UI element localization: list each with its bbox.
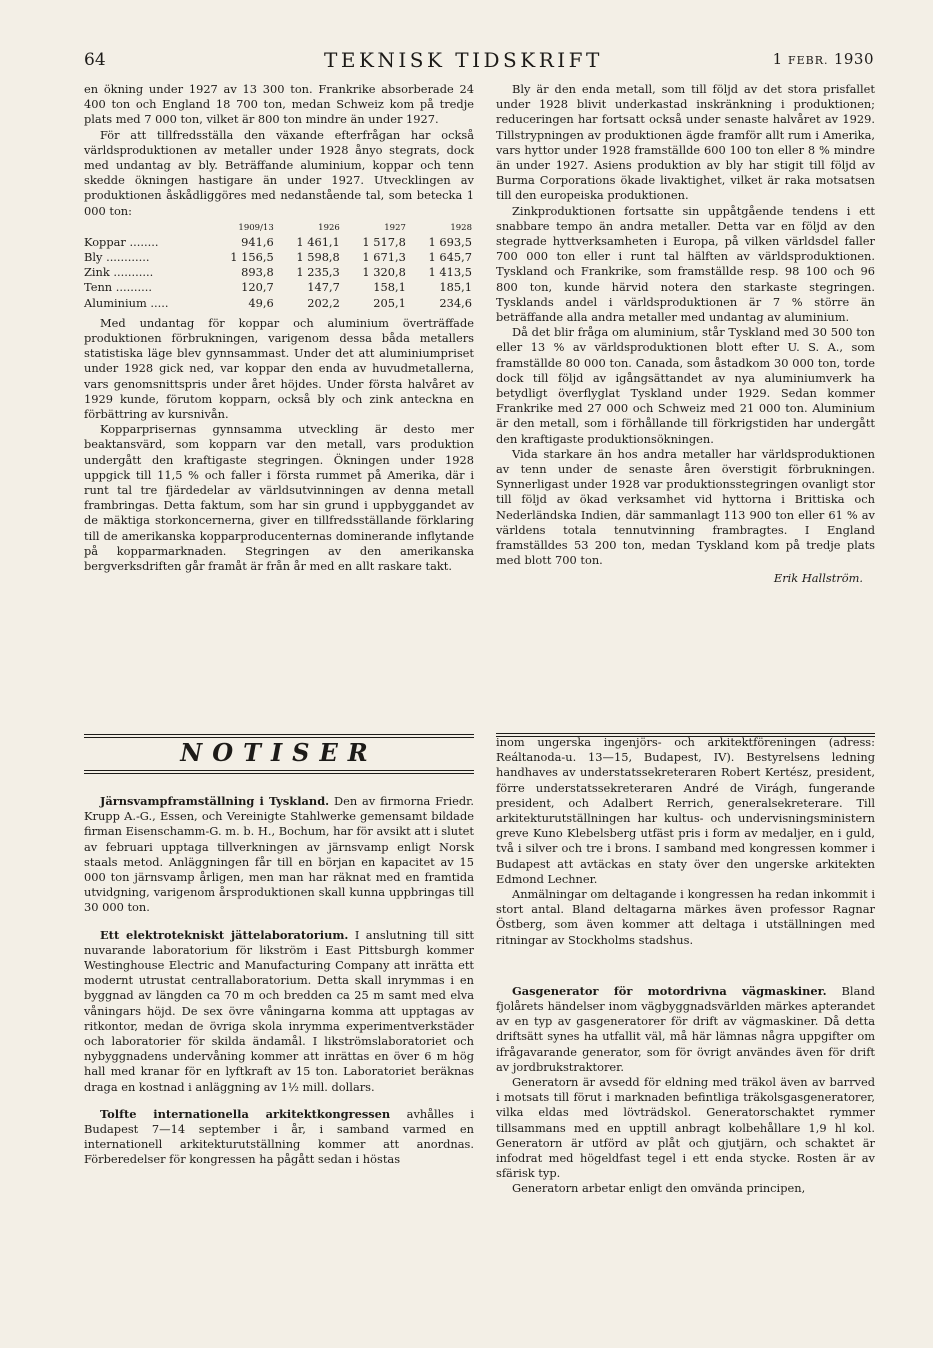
date-month: FEBR. [788, 54, 829, 67]
table-cell: 1 413,5 [428, 265, 472, 280]
paragraph: Med undantag för koppar och aluminium överträffade produktionen förbrukningen, varigenom dessa båda metallers statistiska läge blev gynnsammast. Under det att aluminiumpriset under 1928 gick ned, var koppar den enda av huvudmetallerna, vars genomsnittspris under året höjdes. Under första halvåret av 1929 kunde, förutom kopparn, också bly och zink anteckna en förbättring av kursnivån. [84, 315, 474, 422]
issue-date [773, 50, 874, 68]
section-title: NOTISER [180, 738, 378, 767]
table-row [84, 280, 474, 295]
paragraph: Bly är den enda metall, som till följd av det stora prisfallet under 1928 blivit underkastad inskränkning i produktionen; reduceringen har fortsatt också under senaste halvåret av 1929. Tillstrypningen av produktionen ägde framför allt rum i Amerika, vars hyttor under 1928 framställde 600 100 ton eller 8 % mindre än under 1927. Asiens produktion av bly har stigit till följd av Burma Corporations ökade livaktighet, vilket är raka motsatsen till den europeiska produktionen. [496, 82, 875, 203]
divider [84, 770, 474, 771]
table-cell: 1 320,8 [362, 265, 406, 280]
table-cell: 1 693,5 [428, 234, 472, 249]
news-item [84, 1107, 474, 1168]
table-cell: 202,2 [307, 295, 340, 310]
news-item-text: avhålles i Budapest 7—14 september i år, i samband varmed en internationell arkitekturutställning kommer att anordnas. Förberedelser för kongressen ha pågått sedan i höstas [84, 1106, 474, 1167]
paragraph: Generatorn är avsedd för eldning med träkol även av barrved i motsats till förut i marknaden befintliga träkolsgasgeneratorer, vilka eldas med lövträdskol. Generatorschaktet rymmer tillsammans med en upptill anbragt kolbehållare 1,9 hl kol. Generatorn är utförd av plåt och gjutjärn, och schaktet är infodrat med högeldfast tegel i ett enda stycke. Rosten är av sfärisk typ. [496, 1075, 875, 1181]
notiser-left-column [84, 794, 474, 1168]
table-header-blank [84, 222, 210, 235]
table-cell: 1 598,8 [296, 250, 340, 265]
divider [496, 733, 875, 734]
page-number: 64 [84, 50, 106, 70]
paragraph: en ökning under 1927 av 13 300 ton. Frankrike absorberade 24 400 ton och England 18 700 ton, medan Schweiz kom på tredje plats med 7 000 ton, vilket är 800 ton mindre än under 1927. [84, 82, 474, 127]
spacer [84, 1095, 474, 1107]
paragraph: Anmälningar om deltagande i kongressen ha redan inkommit i stort antal. Bland deltagarna märkes även professor Ragnar Östberg, som även kommer att deltaga i utställningen med ritningar av Stockholms stadshus. [496, 887, 875, 947]
spacer [496, 948, 875, 984]
metal-name: Bly ............ [84, 250, 150, 265]
article-metals-left-column [84, 82, 474, 574]
page-header [84, 48, 874, 74]
metal-name: Koppar ........ [84, 234, 159, 249]
table-header: 1909/13 [238, 222, 274, 233]
paragraph: För att tillfredsställa den växande efterfrågan har också världsproduktionen av metaller under 1928 ånyo stegrats, dock med undantag av bly. Beträffande aluminium, koppar och tenn skedde ökningen hastigare än under 1927. Utvecklingen av produktionen åskådliggöres med nedanstående tal, som betecka 1 000 ton: [84, 127, 474, 218]
table-header-row [84, 222, 474, 235]
paragraph: Generatorn arbetar enligt den omvända principen, [512, 1181, 806, 1196]
paragraph: Kopparprisernas gynnsamma utveckling är desto mer beaktansvärd, som kopparn var den metall, vars produktion undergått den kraftigaste stegringen. Ökningen under 1928 uppgick till 11,5 % och faller i första rummet på Amerika, där i runt tal tre fjärdedelar av världsutvinningen av denna metall frambringas. Detta faktum, som har sin grund i uppbyggandet av de mäktiga storkoncernerna, giver en tillfredsställande förklaring till de amerikanska kopparproducenternas dominerande inflytande på kopparmarknaden. Stegringen av den amerikanska bergverksdriften går framåt är från år med en allt raskare takt. [84, 422, 474, 574]
news-item-title: Gasgenerator för motordrivna vägmaskiner. [512, 983, 827, 998]
table-row [84, 235, 474, 250]
article-metals-right-column [496, 82, 875, 586]
table-cell: 893,8 [241, 265, 274, 280]
table-cell: 147,7 [307, 280, 340, 295]
date-year: 1930 [833, 50, 874, 68]
table-cell: 1 461,1 [296, 234, 340, 249]
news-item-text: Den av firmorna Friedr. Krupp A.-G., Essen, och Vereinigte Stahlwerke gemensamt bildade firman Eisenschamm-G. m. b. H., Bochum, har för avsikt att i slutet av februari upptaga tillverkningen av järnsvamp enligt Norsk staals metod. Anläggningen får till en början en kapacitet av 15 000 ton järnsvamp årligen, men man har räknat med en framtida utvidgning, varigenom årsproduktionen skall kunna uppbringas till 30 000 ton. [84, 794, 474, 915]
news-item [496, 984, 875, 1075]
table-row [84, 265, 474, 280]
table-cell: 205,1 [373, 295, 406, 310]
table-cell: 1 645,7 [428, 250, 472, 265]
news-item [84, 794, 474, 916]
paragraph: inom ungerska ingenjörs- och arkitektföreningen (adress: Reáltanoda-u. 13—15, Budapest, IV). Bestyrelsens ledning handhaves av understatssekreteraren Robert Kertész, president, förre understatssekreteraren André de Virágh, fungerande president, och Adalbert Rerrich, generalsekreterare. Till arkitekturutställningen har kultus- och undervisningsministern greve Kuno Klebelsberg utfäst pris i form av medaljer, en i guld, två i silver och tre i brons. I samband med kongressen kommer i Budapest att avtäckas en staty över den ungerske arkitekten Edmond Lechner. [496, 735, 875, 886]
news-item-title: Järnsvampframställning i Tyskland. [100, 794, 330, 808]
divider [84, 734, 474, 735]
table-header: 1927 [384, 222, 406, 233]
divider [84, 773, 474, 774]
table-cell: 185,1 [439, 280, 472, 295]
author-signature: Erik Hallström. [773, 570, 863, 585]
table-cell: 158,1 [373, 280, 406, 295]
table-cell: 234,6 [439, 295, 472, 310]
table-cell: 1 235,3 [296, 265, 340, 280]
journal-title: TEKNISK TIDSKRIFT [324, 48, 603, 72]
table-header: 1926 [318, 222, 340, 233]
paragraph: Zinkproduktionen fortsatte sin uppåtgående tendens i ett snabbare tempo än andra metaller. Detta var en följd av den stegrade hyttverksamheten i Europa, på vilken världsdel faller 700 000 ton eller i runt tal hälften av världsproduktionen. Tyskland och Frankrike, som framställde resp. 98 100 och 96 800 ton, kunde härvid notera den starkaste stegringen. Tysklands andel i världsproduktionen är 7 % större än beträffande alla andra metaller med undantag av aluminium. [496, 203, 875, 325]
news-item-text: Bland fjolårets händelser inom vägbyggnadsvärlden märkes apterandet av en typ av gasgeneratorer för drift av vägmaskiner. Då detta driftsätt synes ha utfallit väl, må här lämnas några uppgifter om ifrågavarande generator, som för övrigt användes även för drift av jordbrukstraktorer. [496, 983, 875, 1074]
metal-name: Aluminium ..... [84, 295, 169, 310]
table-cell: 1 671,3 [362, 250, 406, 265]
metal-name: Zink ........... [84, 265, 154, 280]
table-cell: 1 517,8 [362, 234, 406, 249]
news-item-title: Ett elektrotekniskt jättelaboratorium. [100, 927, 349, 942]
news-item [84, 928, 474, 1095]
table-cell: 49,6 [248, 295, 274, 310]
table-cell: 120,7 [241, 280, 274, 295]
news-item-text: I anslutning till sitt nuvarande laboratorium för likström i East Pittsburgh kommer Westinghouse Electric and Manufacturing Company att inrätta ett modernt utrustat centrallaboratorium. Detta skall inrymmas i en byggnad av längden ca 70 m och bredden ca 25 m samt med elva våningars höjd. De sex övre våningarna komma att upptagas av ritkontor, medan de övriga skola inrymma experimentverkstäder och laboratorier för skilda ändamål. I likströmslaboratoriet och nybyggnadens undervåning kommer att inrättas en över 6 m hög hall med kranar för en lyftkraft av 15 ton. Laboratoriet beräknas draga en kostnad i anläggning av 1½ mill. dollars. [84, 927, 474, 1094]
metal-name: Tenn .......... [84, 280, 152, 295]
production-table [84, 222, 474, 311]
table-cell: 1 156,5 [230, 250, 274, 265]
notiser-right-column [496, 735, 875, 1197]
paragraph: Då det blir fråga om aluminium, står Tyskland med 30 500 ton eller 13 % av världsproduktionen blott efter U. S. A., som framställde 80 000 ton. Canada, som åstadkom 30 000 ton, torde dock till följd av igångsättandet av nya aluminiumverk ha betydligt överflyglat Tyskland under 1929. Sedan kommer Frankrike med 27 000 och Schweiz med 21 000 ton. Aluminium är den metall, som i förhållande till förkrigstiden har undergått den kraftigaste produktionsökningen. [496, 325, 875, 446]
paragraph: Vida starkare än hos andra metaller har världsproduktionen av tenn under de senaste åren överstigit förbrukningen. Synnerligast under 1928 var produktionsstegringen ovanligt stor till följd av ökad verksamhet vid hyttorna i Brittiska och Nederländska Indien, där sammanlagt 113 900 ton eller 61 % av världens totala tennutvinning frambragtes. I England framställdes 53 200 ton, medan Tyskland kom på tredje plats med blott 700 ton. [496, 446, 875, 568]
news-item-title: Tolfte internationella arkitektkongressen [100, 1106, 391, 1121]
table-header: 1928 [450, 222, 472, 233]
table-cell: 941,6 [241, 234, 274, 249]
date-day: 1 [772, 50, 783, 68]
notiser-heading-block [84, 734, 474, 774]
table-row [84, 250, 474, 265]
spacer [84, 916, 474, 928]
table-row [84, 296, 474, 311]
